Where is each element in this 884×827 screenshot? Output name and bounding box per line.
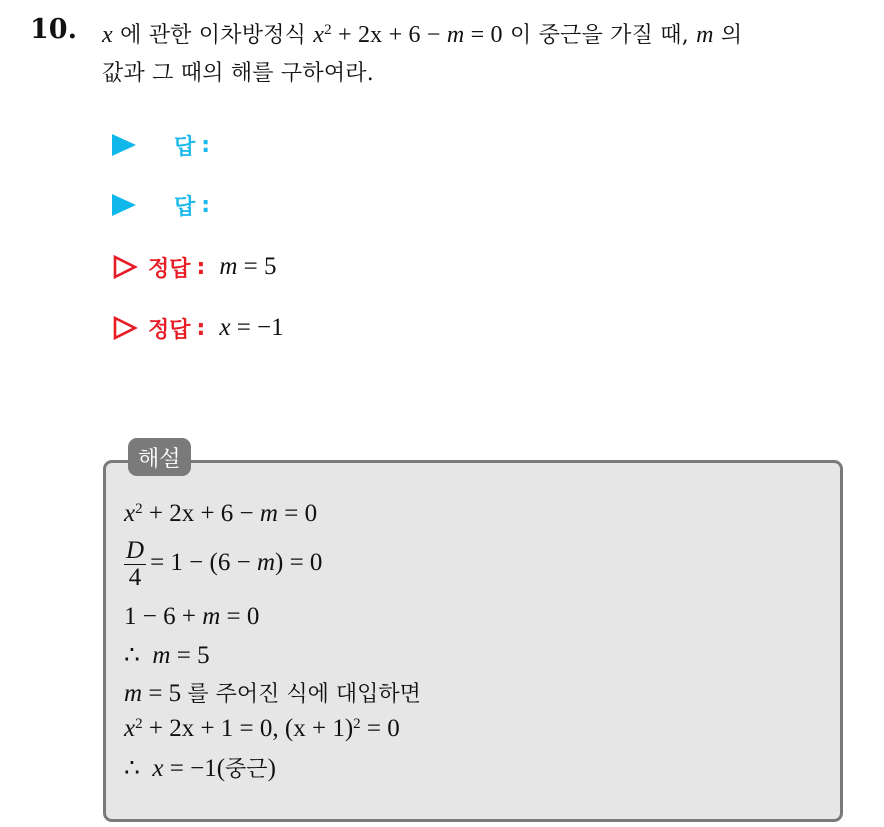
answer-colon: :	[201, 132, 211, 158]
correct-answer-colon: :	[196, 254, 206, 280]
var-m: m	[696, 22, 714, 48]
question-equation: $x^2 + 2x + 6 - m = 0$	[313, 21, 503, 48]
correct-answer-value-2: x = −1	[219, 314, 284, 341]
var-x: x	[102, 22, 113, 48]
fraction-d-over-4: $\frac{D}{4}$	[126, 537, 145, 591]
correct-answer-row-1	[112, 250, 277, 284]
question-text-b: 이 중근을 가질 때,	[509, 23, 689, 48]
correct-answer-label: 정답	[148, 317, 191, 343]
answer-blank-row-2[interactable]	[112, 188, 210, 222]
question-text-line2: 값과 그 때의 해를 구하여라.	[102, 61, 374, 86]
outline-triangle-icon	[112, 315, 138, 341]
correct-answer-row-2	[112, 311, 284, 345]
answer-label: 답	[174, 134, 196, 160]
correct-answer-label: 정답	[148, 256, 191, 282]
question-text-line1	[102, 18, 742, 49]
correct-answer-value-1: m = 5	[219, 253, 277, 280]
answer-colon: :	[201, 192, 211, 218]
solution-line-3: 1 − 6 + m = 0	[124, 603, 260, 630]
answer-label: 답	[174, 194, 196, 220]
correct-answer-colon: :	[196, 315, 206, 341]
solution-line-2: $\frac{D}{4}$ = 1 − (6 − m) = 0	[126, 537, 323, 591]
solution-line-1: $x^2 + 2x + 6 - m = 0$	[124, 500, 318, 527]
solution-line-4: ∴ m = 5	[124, 642, 210, 669]
play-triangle-icon	[112, 134, 136, 156]
solution-tab: 해설	[128, 438, 191, 476]
question-text-a: 에 관한 이차방정식	[120, 23, 307, 48]
solution-line-7: ∴ x = −1(중근)	[124, 755, 276, 782]
question-number: 10.	[30, 14, 77, 45]
play-triangle-icon	[112, 194, 136, 216]
answer-blank-row-1[interactable]	[112, 128, 210, 162]
question-text-c: 의	[720, 23, 743, 48]
solution-line-5: m = 5 를 주어진 식에 대입하면	[124, 680, 421, 707]
solution-line-6: $x^2 + 2x + 1 = 0$, $(x + 1)^2 = 0$	[124, 715, 400, 742]
outline-triangle-icon	[112, 254, 138, 280]
